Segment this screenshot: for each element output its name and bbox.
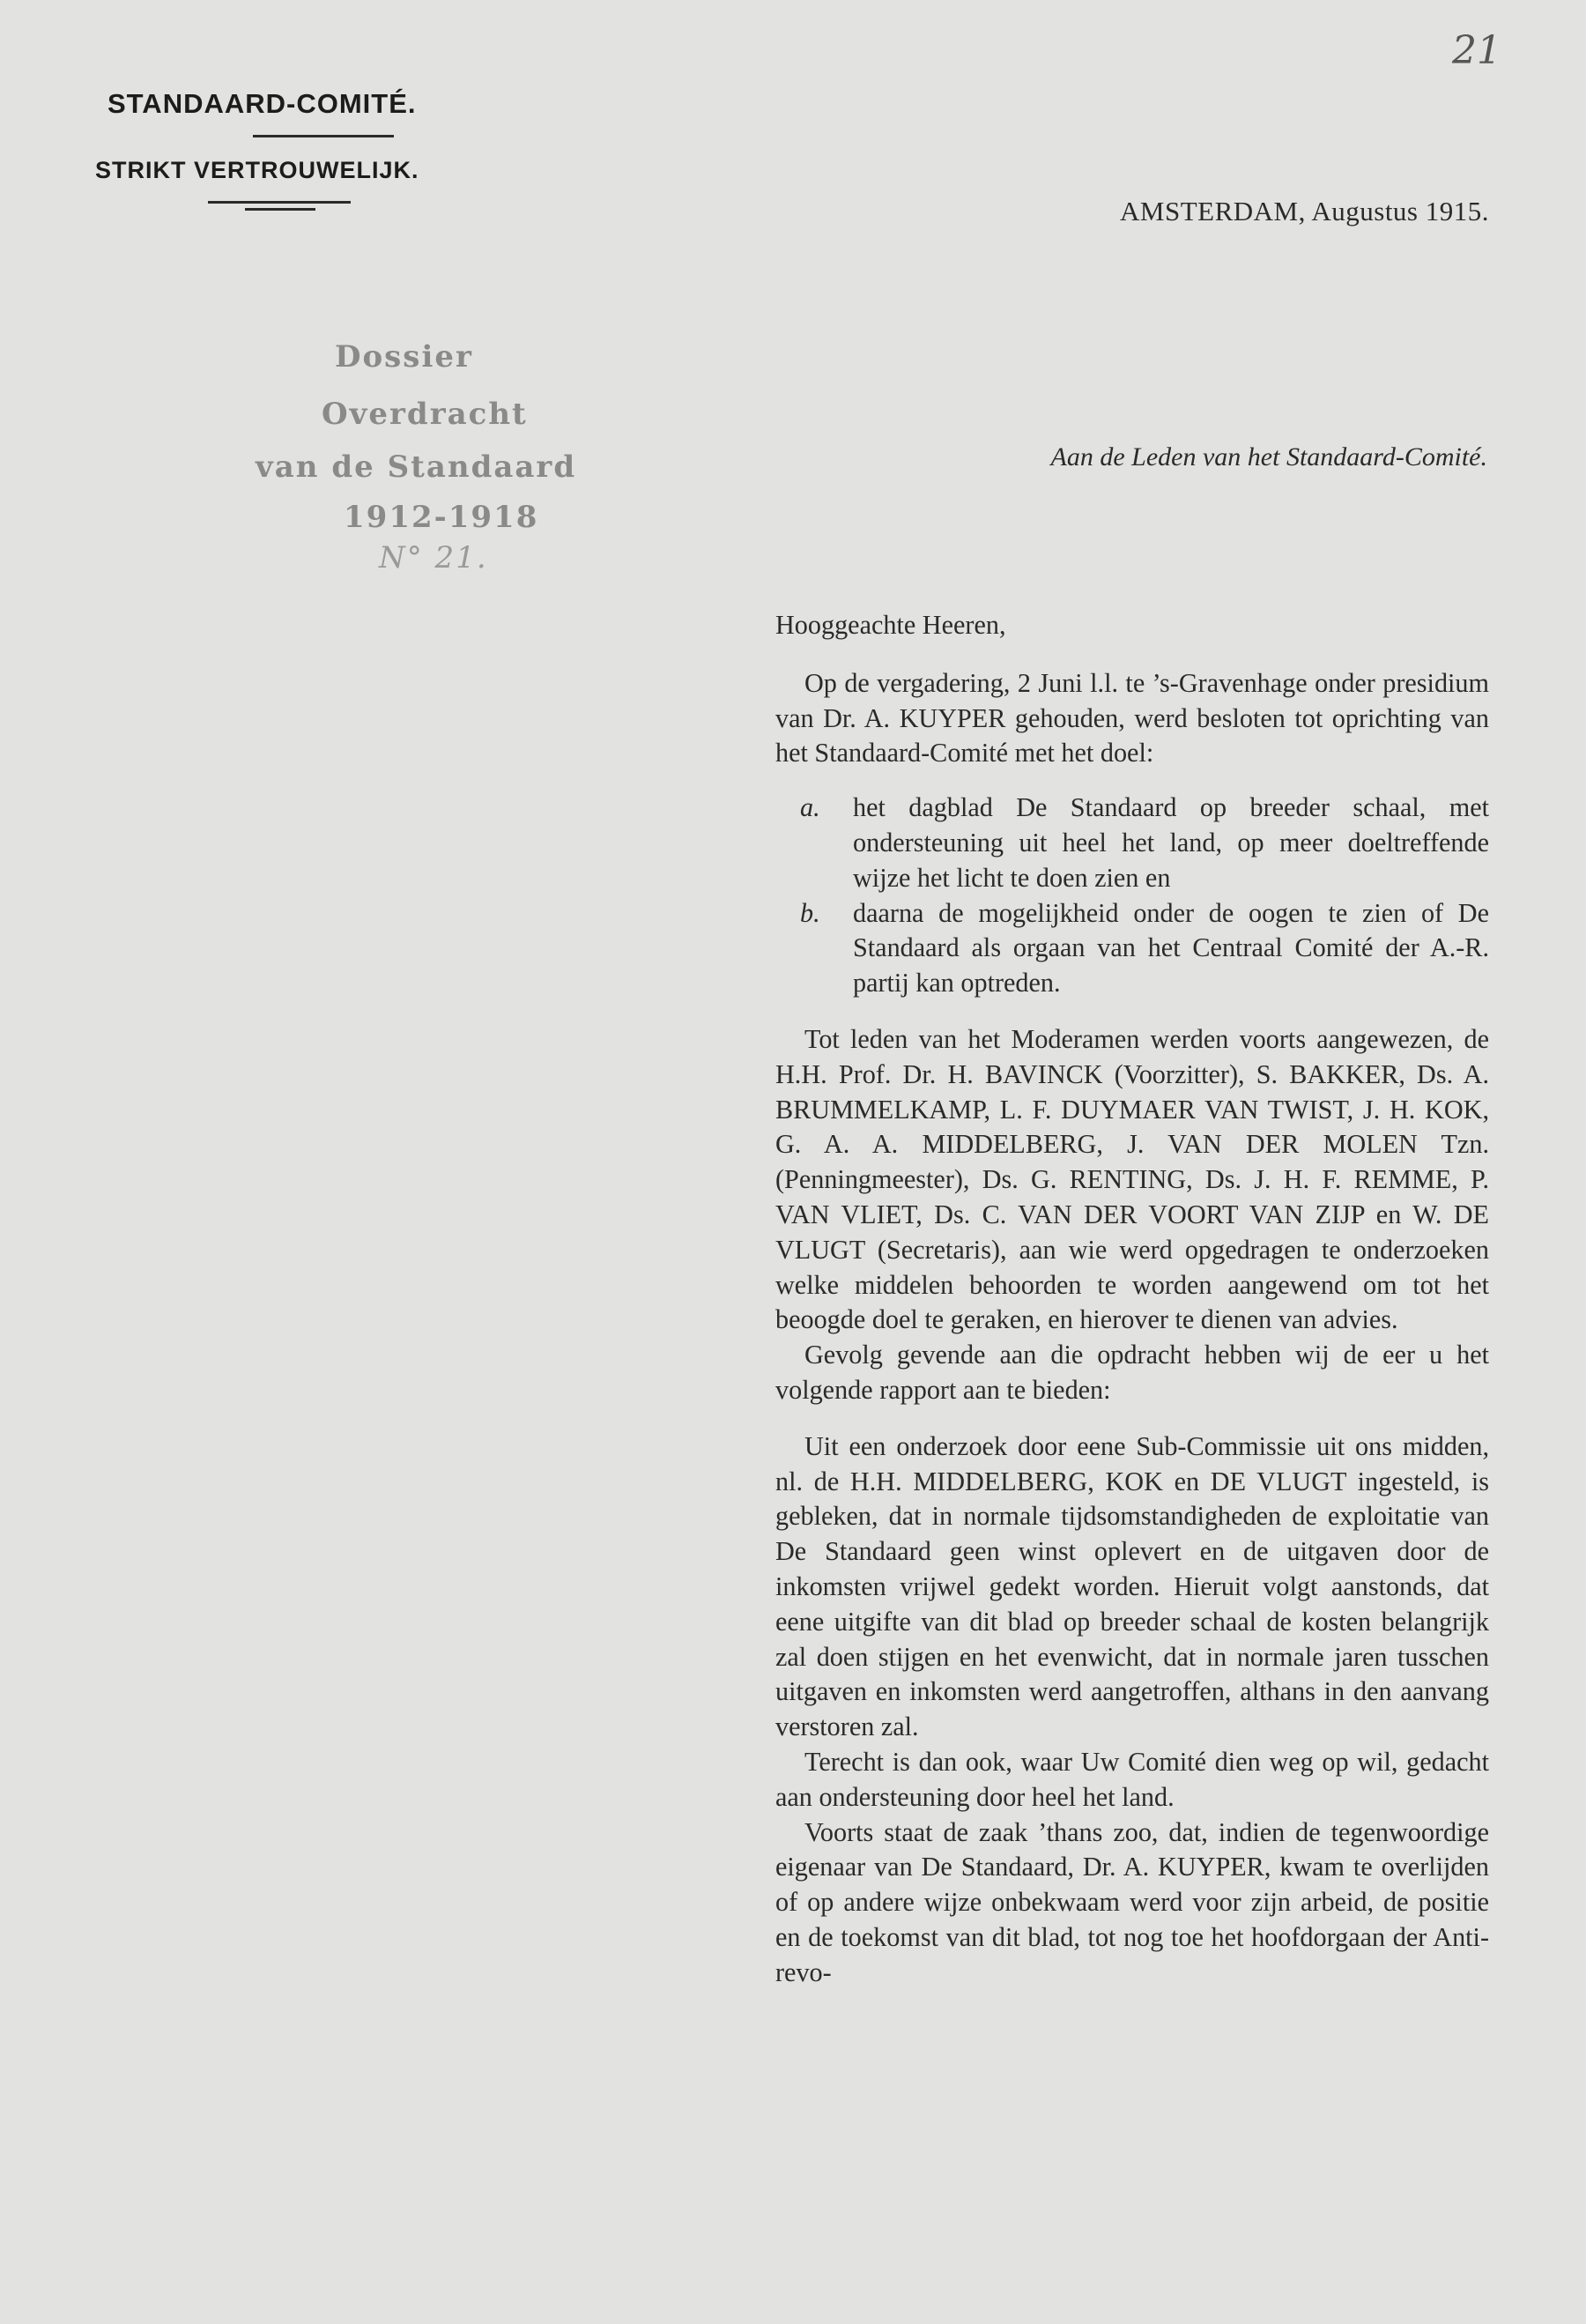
stamp-line-2: Overdracht [322, 397, 528, 432]
page-mark: 21 [1452, 28, 1501, 73]
addressee: Aan de Leden van het Standaard-Comité. [1050, 442, 1487, 471]
paragraph-5: Terecht is dan ook, waar Uw Comité dien weg op wil, gedacht aan ondersteuning door heel het land. [775, 1746, 1489, 1812]
org-title: STANDAARD-COMITÉ. [107, 88, 417, 119]
org-subtitle: STRIKT VERTROUWELIJK. [95, 157, 419, 183]
list-item-label: b. [800, 897, 820, 928]
list-item [775, 896, 1489, 1001]
stamp-line-1: Dossier [335, 339, 473, 375]
list-item-label: a. [800, 792, 820, 823]
paragraph-6: Voorts staat de zaak ’thans zoo, dat, indien de tegenwoordige eigenaar van De Standaard, Dr. A. KUYPER, kwam te overlijden of op andere wijze onbekwaam werd voor zijn arbeid, de positie en de toekomst van dit blad, tot nog toe het hoofdorgaan der Anti-revo- [775, 1816, 1489, 1987]
greeting: Hooggeachte Heeren, [775, 610, 1006, 640]
paragraph-4: Uit een onderzoek door eene Sub-Commissie uit ons midden, nl. de H.H. MIDDELBERG, KOK en DE VLUGT ingesteld, is gebleken, dat in normale tijdsomstandigheden de exploitatie van De Standaard geen winst oplevert en de uitgaven door de inkomsten vrijwel gedekt worden. Hieruit volgt aanstonds, dat eene uitgifte van dit blad op breeder schaal de kosten belangrijk zal doen stijgen en het evenwicht, dat in normale jaren tusschen uitgaven en inkomsten werd aangetroffen, althans in den aanvang verstoren zal. [775, 1430, 1489, 1742]
stamp-line-5: N° 21. [379, 540, 488, 575]
paragraph-1: Op de vergadering, 2 Juni l.l. te ’s-Gravenhage onder presidium van Dr. A. KUYPER gehouden, werd besloten tot oprichting van het Standaard-Comité met het doel: [775, 667, 1489, 768]
subtitle-underline-1 [208, 201, 351, 204]
paragraph-2: Tot leden van het Moderamen werden voorts aangewezen, de H.H. Prof. Dr. H. BAVINCK (Voorzitter), S. BAKKER, Ds. A. BRUMMELKAMP, L. F. DUYMAER VAN TWIST, J. H. KOK, G. A. A. MIDDELBERG, J. VAN DER MOLEN Tzn. (Penningmeester), Ds. G. RENTING, Ds. J. H. F. REMME, P. VAN VLIET, Ds. C. VAN DER VOORT VAN ZIJP en W. DE VLUGT (Secretaris), aan wie werd opgedragen te onderzoeken welke middelen behoorden te worden aangewend om tot het beoogde doel te geraken, en hierover te dienen van advies. [775, 1023, 1489, 1335]
list-item [775, 791, 1489, 895]
paragraph-3: Gevolg gevende aan die opdracht hebben wij de eer u het volgende rapport aan te bieden: [775, 1340, 1489, 1405]
letter-body [775, 608, 1489, 1990]
subtitle-underline-2 [245, 208, 315, 211]
stamp-line-4: 1912-1918 [344, 500, 539, 535]
place-date: AMSTERDAM, Augustus 1915. [1120, 196, 1489, 226]
list-item-text: daarna de mogelijkheid onder de oogen te zien of De Standaard als orgaan van het Centraal Comité der A.-R. partij kan optreden. [853, 897, 1489, 999]
title-underline [253, 135, 394, 137]
purpose-list [775, 791, 1489, 1001]
list-item-text: het dagblad De Standaard op breeder schaal, met ondersteuning uit heel het land, op meer doeltreffende wijze het licht te doen zien en [853, 792, 1489, 893]
stamp-line-3: van de Standaard [256, 449, 577, 485]
